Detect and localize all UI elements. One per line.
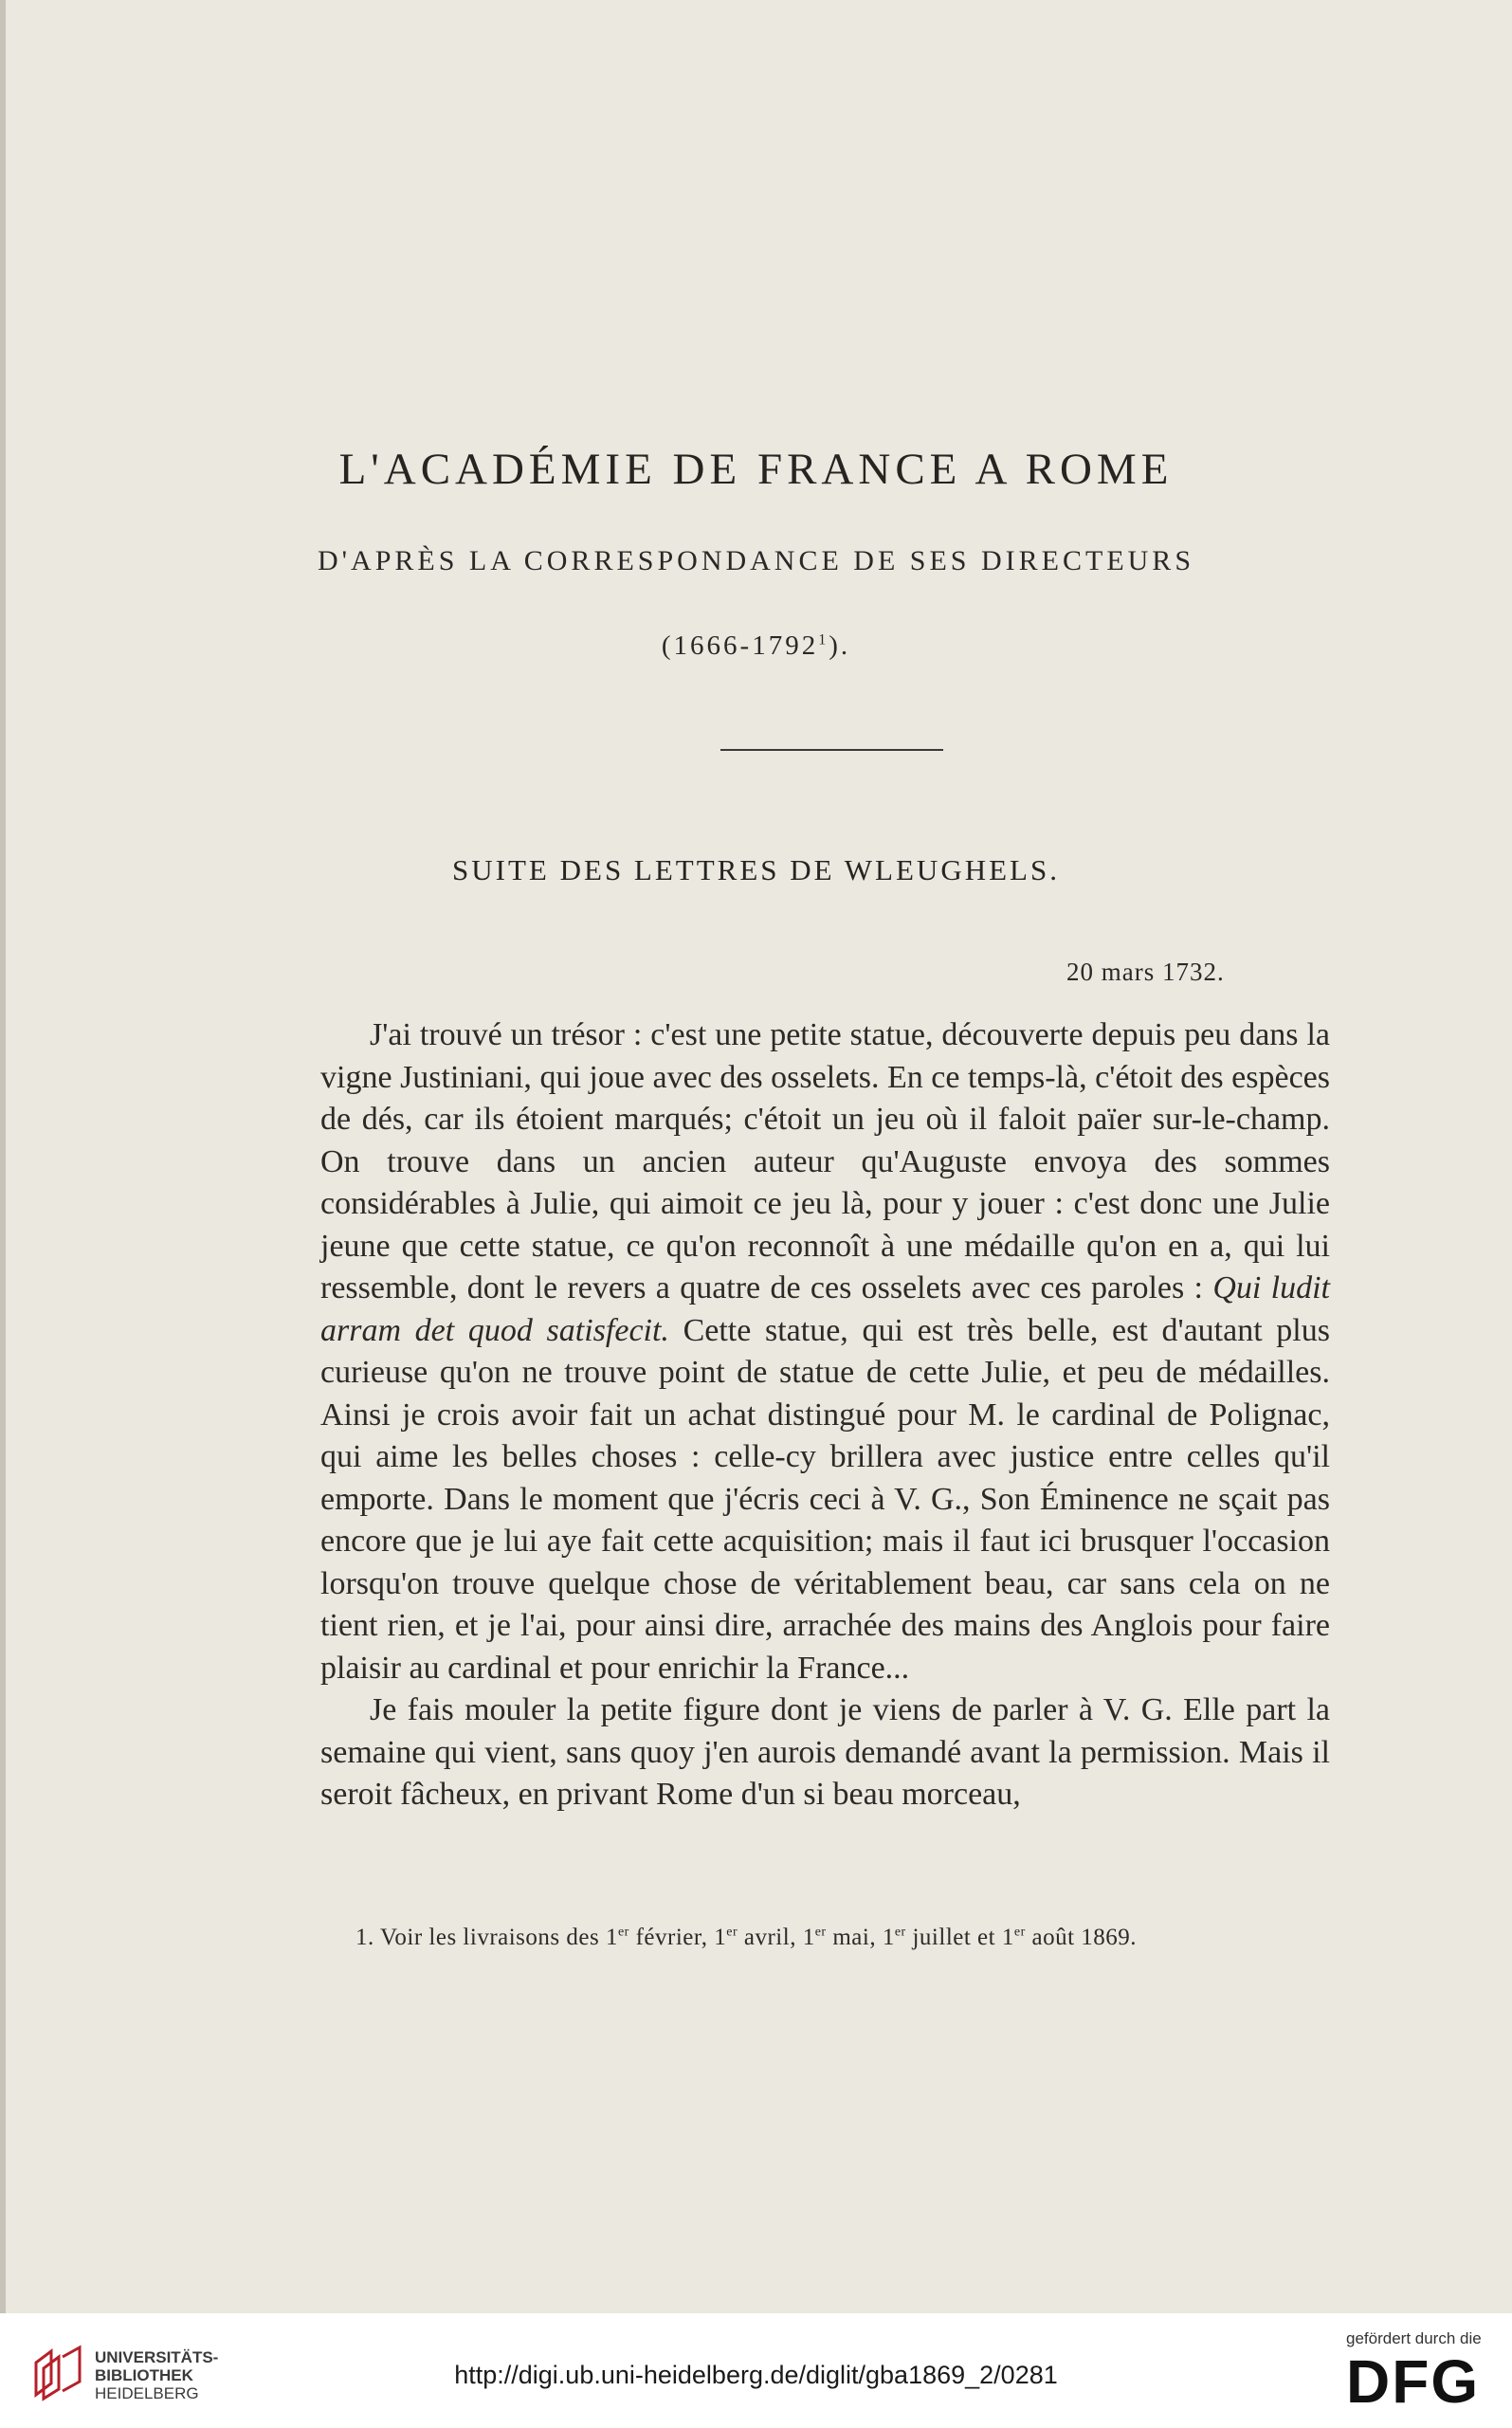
- paragraph-2: Je fais mouler la petite figure dont je viens de parler à V. G. Elle part la semaine qui vient, sans quoy j'en aurois demandé avant la permission. Mais il seroit fâcheux, en privant Rome d'un si beau morceau,: [320, 1692, 1330, 1812]
- footnote-mark: 1: [818, 631, 829, 648]
- letter-body: [320, 1014, 1330, 1816]
- footnote-d: mai, 1: [826, 1925, 895, 1950]
- dfg-logo: DFG: [1346, 2347, 1481, 2416]
- permalink-url[interactable]: http://digi.ub.uni-heidelberg.de/diglit/gba1869_2/0281: [454, 2361, 1058, 2389]
- footnote: [355, 1925, 1322, 1951]
- dates-close: ).: [829, 630, 851, 661]
- footnote-sup-3: er: [814, 1925, 827, 1940]
- title-divider: [720, 749, 943, 751]
- footnote-sup-1: er: [617, 1925, 629, 1940]
- footnote-sup-4: er: [894, 1925, 906, 1940]
- institution-line-3: HEIDELBERG: [95, 2384, 199, 2402]
- footnote-e: juillet et 1: [905, 1925, 1014, 1950]
- paragraph-1-text-a: J'ai trouvé un trésor : c'est une petite statue, découverte depuis peu dans la vigne Justiniani, qui joue avec des osselets. En ce temps-là, c'étoit des espèces de dés, car ils étoient marqués; c'étoit un jeu où il faloit païer sur-le-champ. On trouve dans un ancien auteur qu'Auguste envoya des sommes considérables à Julie, qui aimoit ce jeu là, pour y jouer : c'est donc une Julie jeune que cette statue, ce qu'on reconnoît à une médaille qu'on en a, qui lui ressemble, dont le revers a quatre de ces osselets avec ces paroles :: [320, 1017, 1330, 1305]
- article-dates: [0, 630, 1512, 662]
- institution-line-1: UNIVERSITÄTS-: [95, 2348, 219, 2366]
- footnote-f: août 1869.: [1025, 1925, 1138, 1950]
- funding-label: gefördert durch die: [1346, 2329, 1482, 2347]
- institution-line-2: BIBLIOTHEK: [95, 2366, 193, 2384]
- footnote-c: avril, 1: [738, 1925, 815, 1950]
- article-subtitle: D'APRÈS LA CORRESPONDANCE DE SES DIRECTEURS: [317, 545, 1195, 576]
- footnote-sup-5: er: [1013, 1925, 1026, 1940]
- footnote-b: février, 1: [628, 1925, 727, 1950]
- paragraph-1-text-b: Cette statue, qui est très belle, est d'autant plus curieuse qu'on ne trouve point de statue de cette Julie, et peu de médailles. Ainsi je crois avoir fait un achat distingué pour M. le cardinal de Polignac, qui aime les belles choses : celle-cy brillera avec justice entre celles qu'il emporte. Dans le moment que j'écris ceci à V. G., Son Éminence ne sçait pas encore que je lui aye fait cette acquisition; mais il faut ici brusquer l'occasion lorsqu'on trouve quelque chose de véritablement beau, car sans cela on ne tient rien, et je l'ai, pour ainsi dire, arrachée des mains des Anglois pour faire plaisir au cardinal et pour enrichir la France...: [320, 1312, 1330, 1686]
- article-title: L'ACADÉMIE DE FRANCE A ROME: [338, 445, 1174, 494]
- dates-text: (1666-1792: [661, 630, 819, 661]
- latin-motto: Qui ludit arram det quod satisfecit.: [320, 1270, 1330, 1348]
- footnote-a: 1. Voir les livraisons des 1: [355, 1925, 618, 1950]
- paragraph-1: [320, 1014, 1330, 1689]
- footnote-sup-2: er: [726, 1925, 738, 1940]
- section-heading: SUITE DES LETTRES DE WLEUGHELS.: [452, 853, 1060, 886]
- letter-date: 20 mars 1732.: [1066, 958, 1225, 986]
